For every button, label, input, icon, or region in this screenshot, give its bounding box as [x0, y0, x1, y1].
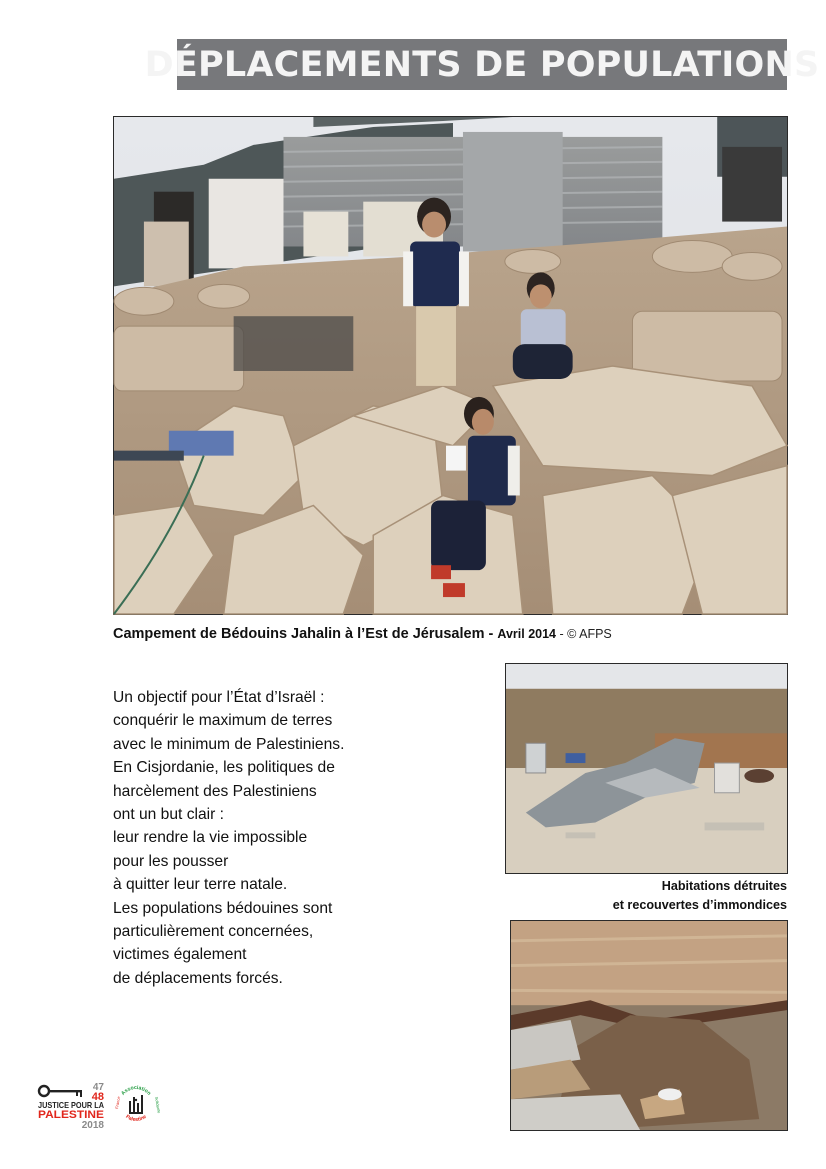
- svg-text:Palestine: [124, 1114, 147, 1123]
- caption-credit: © AFPS: [567, 627, 612, 641]
- body-line: ont un but clair :: [113, 806, 224, 824]
- afps-logo: [112, 1081, 160, 1129]
- main-photo: [113, 116, 788, 615]
- caption-title: Campement de Bédouins Jahalin à l’Est de Jérusalem: [113, 626, 485, 642]
- caption-separator: -: [556, 627, 568, 641]
- side-photo-caption: [613, 877, 787, 915]
- body-line: de déplacements forcés.: [113, 969, 283, 987]
- body-line: Les populations bédouines sont: [113, 899, 333, 917]
- page-title-banner: [144, 39, 820, 90]
- body-line: conquérir le maximum de terres: [113, 712, 333, 730]
- key-logo-icon: [38, 1081, 104, 1129]
- body-paragraph: [113, 686, 413, 990]
- body-line: avec le minimum de Palestiniens.: [113, 735, 345, 753]
- body-line: pour les pousser: [113, 852, 229, 870]
- body-line: victimes également: [113, 946, 247, 964]
- bedouin-camp-photo: [114, 117, 787, 614]
- logo-year: 2018: [81, 1120, 104, 1131]
- body-line: En Cisjordanie, les politiques de: [113, 759, 335, 777]
- logo-justice-text: JUSTICE POUR LA: [38, 1100, 104, 1110]
- page-title: DÉPLACEMENTS DE POPULATIONS: [144, 44, 820, 85]
- logo-num-48: 48: [91, 1091, 104, 1103]
- caption-line: et recouvertes d’immondices: [612, 898, 787, 912]
- caption-separator: -: [484, 626, 498, 642]
- rubbish-photo: [510, 920, 788, 1131]
- justice-pour-la-palestine-logo: [38, 1081, 104, 1129]
- main-photo-caption: [113, 626, 612, 642]
- caption-date: Avril 2014: [497, 627, 556, 641]
- afps-arc-left: France: [114, 1096, 122, 1110]
- logo-num-47: 47: [92, 1082, 104, 1093]
- destroyed-houses-photo: [505, 663, 788, 874]
- afps-arc-top: Association: [120, 1084, 152, 1097]
- body-line: leur rendre la vie impossible: [113, 829, 308, 847]
- body-line: harcèlement des Palestiniens: [113, 782, 317, 800]
- body-line: à quitter leur terre natale.: [113, 876, 288, 894]
- rubbish-image: [511, 921, 787, 1130]
- svg-text:Association: [120, 1085, 152, 1097]
- afps-emblem-icon: [112, 1081, 160, 1129]
- body-line: Un objectif pour l’État d’Israël :: [113, 689, 325, 706]
- destroyed-houses-image: [506, 664, 787, 873]
- afps-arc-bottom: Palestine: [124, 1113, 148, 1124]
- body-line: particulièrement concernées,: [113, 923, 314, 941]
- logo-palestine-text: PALESTINE: [38, 1109, 104, 1121]
- afps-arc-right: Solidarité: [154, 1096, 160, 1114]
- caption-line: Habitations détruites: [661, 879, 787, 893]
